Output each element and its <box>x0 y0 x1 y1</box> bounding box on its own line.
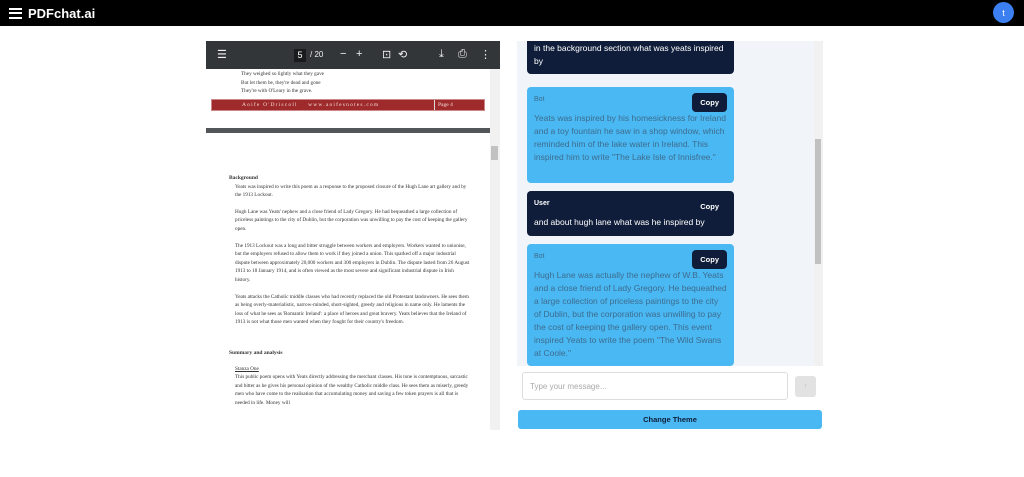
message-role: Bot <box>534 253 545 260</box>
page-number-input[interactable]: 5 <box>294 49 306 62</box>
paragraph: Yeats was inspired to write this poem as a response to the proposed closure of the Hugh Lane art gallery and by the 1913 Lockout. <box>235 183 467 199</box>
poem-line: They're with O'Leary in the grave. <box>241 88 313 95</box>
footer-page: Page 4 <box>434 100 453 110</box>
rotate-icon[interactable]: ⟲ <box>398 49 408 61</box>
app-title: PDFchat.ai <box>28 5 96 21</box>
section-heading: Background <box>229 175 258 181</box>
copy-button[interactable]: Copy <box>692 250 727 269</box>
top-bar <box>0 0 1024 26</box>
pdf-toolbar <box>206 41 500 69</box>
pdf-scrollbar[interactable] <box>490 69 500 430</box>
pdf-viewer <box>206 41 500 430</box>
user-message <box>527 191 734 236</box>
message-text: in the background section what was yeats inspired by <box>534 43 724 66</box>
chat-scrollbar[interactable] <box>814 41 823 366</box>
download-icon[interactable]: ⤓ <box>439 48 444 60</box>
copy-button[interactable]: Copy <box>700 202 719 211</box>
message-list <box>517 41 823 366</box>
poem-line: They weighed so lightly what they gave <box>241 71 324 77</box>
zoom-out-icon[interactable]: − <box>340 48 347 60</box>
paragraph: Yeats attacks the Catholic middle classes who had recently replaced the old Protestant landowners. He sees them as being overly-materialistic, narrow-minded, short-sighted, greedy and religious in name only. He laments the loss of what he sees as 'Romantic Ireland': a place of heroes and great bravery. Yeats believes that the Ireland of 1913 is not what those men wanted when they fought for their country's freedom. <box>235 293 469 326</box>
chat-panel <box>517 41 823 430</box>
message-input[interactable]: Type your message... <box>522 372 788 400</box>
message-text: Hugh Lane was actually the nephew of W.B. Yeats and a close friend of Lady Gregory. He bequeathed a large collection of priceless paintings to the city of Dublin, but the corporation was unwilling to pay the cost of keeping the gallery open. This event inspired Yeats to write the poem "The Wild Swans at Coole." <box>534 270 727 358</box>
change-theme-button[interactable]: Change Theme <box>518 410 822 429</box>
avatar[interactable]: t <box>993 2 1014 23</box>
copy-button[interactable]: Copy <box>692 93 727 112</box>
message-role: Bot <box>534 96 545 103</box>
print-icon[interactable]: ⎙ <box>458 48 467 60</box>
more-icon[interactable]: ⋮ <box>480 49 491 61</box>
user-message <box>527 41 734 74</box>
send-button[interactable]: ↑ <box>795 376 816 397</box>
zoom-in-icon[interactable]: + <box>356 48 363 60</box>
paragraph: The 1913 Lockout was a long and bitter struggle between workers and employers. Workers wanted to unionise, but the employers refused to allow them to work if they joined a union. This sparked off a major industrial dispute between approximately 20,000 workers and 300 employers in Dublin. The dispute lasted from 26 August 1913 to 18 January 1914, and is often viewed as the most severe and significant industrial dispute in Irish history. <box>235 242 470 283</box>
pdf-page <box>206 133 490 430</box>
section-heading: Summary and analysis <box>229 349 283 356</box>
menu-icon[interactable]: ☰ <box>217 49 227 61</box>
poem-line: But let them be, they're dead and gone <box>241 79 321 86</box>
paragraph: This public poem opens with Yeats directly addressing the merchant classes. His tone is contemptuous, sarcastic and bitter as he gives his personal opinion of the wealthy Catholic middle class. He sees them as miserly, greedy men who have come to the realisation that accumulating money and saving a few token prayers is all that is needed in life. Money will <box>235 374 469 406</box>
message-role: User <box>534 200 550 207</box>
bot-message <box>527 87 734 183</box>
page-footer <box>211 99 485 111</box>
bot-message <box>527 244 734 366</box>
fit-page-icon[interactable]: ⊡ <box>382 49 392 61</box>
pdf-page <box>206 69 490 128</box>
menu-icon[interactable] <box>9 8 22 19</box>
message-text: Yeats was inspired by his homesickness for Ireland and a toy fountain he saw in a shop window, which reminded him of the lake water in Ireland. This inspired him to write "The Lake Isle of Innisfree." <box>534 113 726 162</box>
footer-text: Aoife O'Driscoll www.aoifesnotes.com <box>242 102 380 108</box>
message-text: and about hugh lane what was he inspired by <box>534 217 705 227</box>
page-total: / 20 <box>310 50 324 59</box>
paragraph: Hugh Lane was Yeats' nephew and a close friend of Lady Gregory. He had bequeathed a large collection of priceless paintings to the city of Dublin, but the corporation was unwilling to pay the cost of keeping the gallery open. <box>235 208 468 232</box>
subheading: Stanza One <box>235 365 259 372</box>
